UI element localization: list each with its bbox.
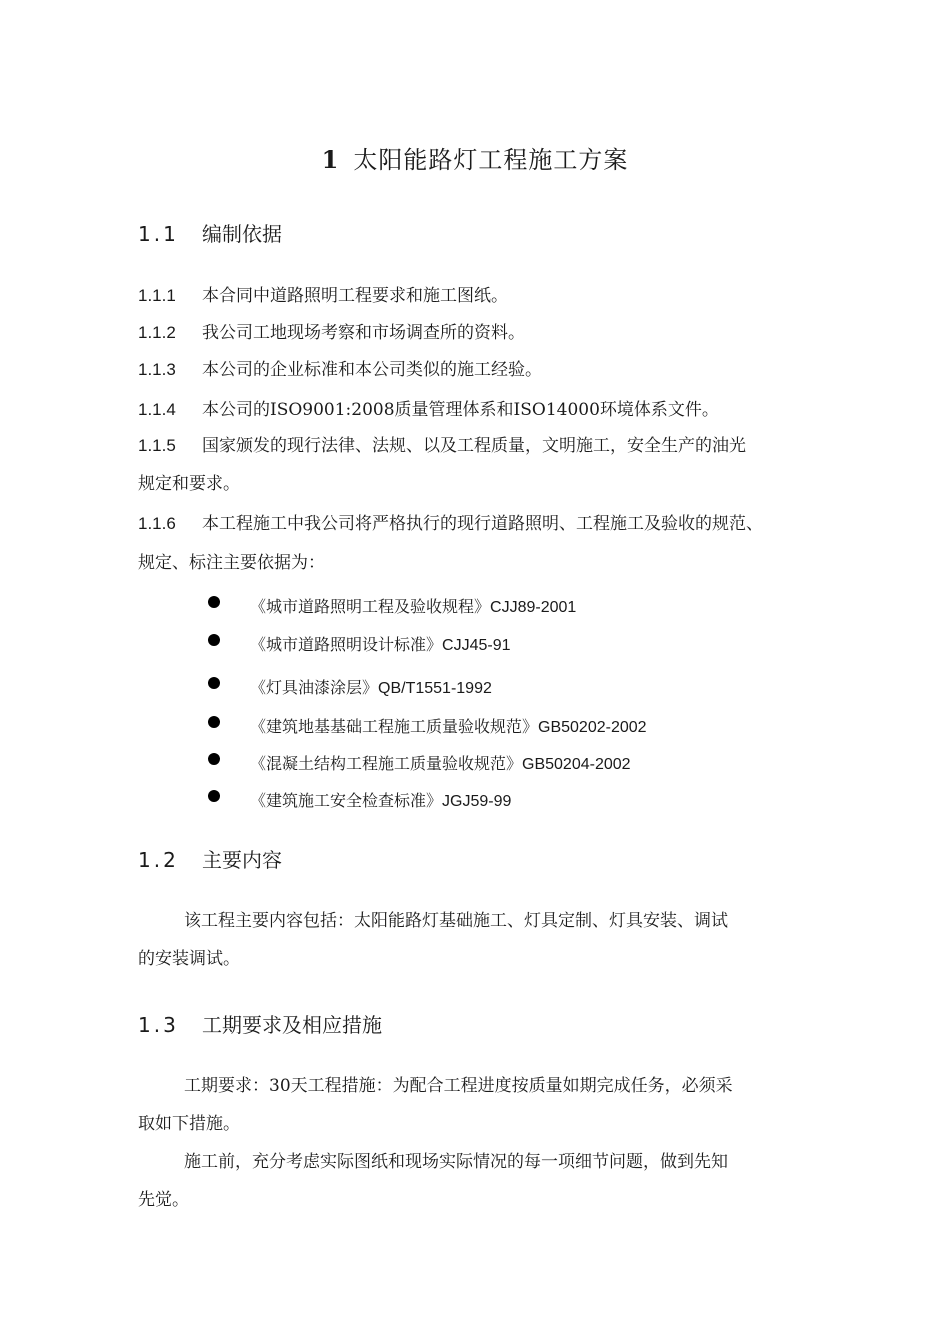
basis-item-6: 1.1.6 本工程施工中我公司将严格执行的现行道路照明、工程施工及验收的规范、	[138, 514, 763, 534]
basis-item-5: 1.1.5 国家颁发的现行法律、法规、以及工程质量，文明施工，安全生产的油光	[138, 436, 746, 456]
schedule-paragraph-1-cont: 取如下措施。	[138, 1114, 240, 1134]
bullet-icon	[208, 596, 220, 608]
basis-item-6-cont: 规定、标注主要依据为：	[138, 553, 325, 573]
standard-item: 《建筑地基基础工程施工质量验收规范》GB50202-2002	[208, 712, 647, 743]
basis-item-1: 1.1.1 本合同中道路照明工程要求和施工图纸。	[138, 286, 508, 306]
bullet-icon	[208, 634, 220, 646]
standard-item: 《建筑施工安全检查标准》JGJ59-99	[208, 786, 511, 817]
bullet-icon	[208, 753, 220, 765]
bullet-icon	[208, 716, 220, 728]
section-heading-1-3: 1.3 工期要求及相应措施	[138, 1013, 382, 1037]
basis-item-3: 1.1.3 本公司的企业标准和本公司类似的施工经验。	[138, 360, 542, 380]
schedule-paragraph-2-cont: 先觉。	[138, 1190, 189, 1210]
document-title	[0, 140, 950, 180]
main-content-paragraph-cont: 的安装调试。	[138, 949, 240, 969]
bullet-icon	[208, 790, 220, 802]
basis-item-4: 1.1.4 本公司的ISO9001:2008质量管理体系和ISO14000环境体系文件。	[138, 400, 719, 420]
standard-item: 《灯具油漆涂层》QB/T1551-1992	[208, 673, 492, 704]
standard-item: 《城市道路照明设计标准》CJJ45-91	[208, 630, 511, 661]
section-heading-1-2: 1.2 主要内容	[138, 848, 282, 872]
title-number: 1	[321, 145, 340, 174]
section-heading-1-1: 1.1 编制依据	[138, 222, 282, 246]
standard-item: 《城市道路照明工程及验收规程》CJJ89-2001	[208, 592, 576, 623]
main-content-paragraph: 该工程主要内容包括：太阳能路灯基础施工、灯具定制、灯具安装、调试	[184, 911, 728, 931]
schedule-paragraph-2: 施工前，充分考虑实际图纸和现场实际情况的每一项细节问题，做到先知	[184, 1152, 728, 1172]
title-text: 太阳能路灯工程施工方案	[353, 146, 629, 174]
standard-item: 《混凝土结构工程施工质量验收规范》GB50204-2002	[208, 749, 631, 780]
basis-item-2: 1.1.2 我公司工地现场考察和市场调查所的资料。	[138, 323, 525, 343]
basis-item-5-cont: 规定和要求。	[138, 474, 240, 494]
schedule-paragraph-1: 工期要求：30天工程措施：为配合工程进度按质量如期完成任务，必须采	[184, 1076, 733, 1096]
bullet-icon	[208, 677, 220, 689]
